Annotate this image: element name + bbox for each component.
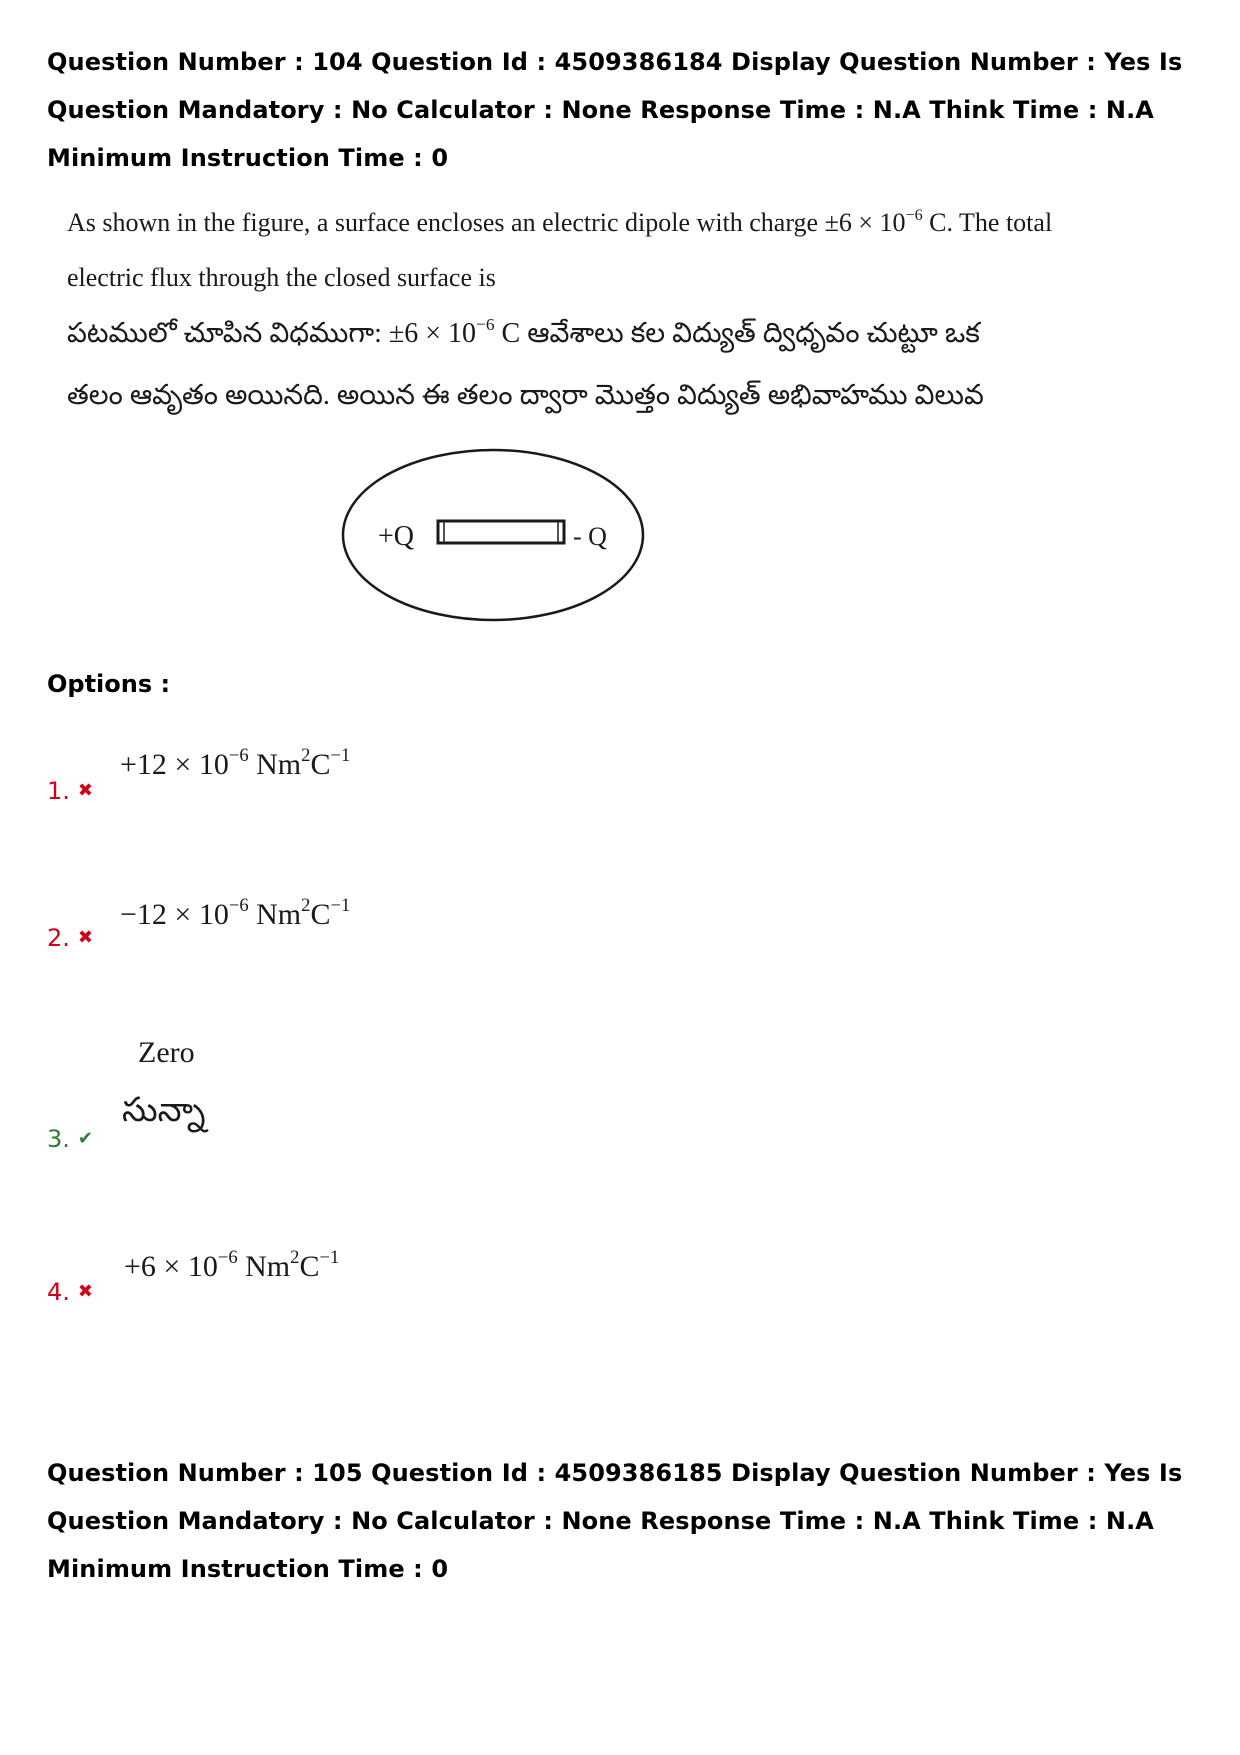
cross-icon: ✖	[77, 1281, 93, 1302]
stem-text: As shown in the figure, a surface encloses an electric dipole with charge ±6 × 10	[67, 208, 906, 237]
question-stem-te-line1	[67, 314, 980, 356]
option-number-label: 1.	[47, 777, 70, 805]
cross-icon: ✖	[77, 780, 93, 801]
option-text-part: −12 × 10	[120, 898, 229, 931]
option-text-part: +6 × 10	[124, 1250, 218, 1283]
option-1-number	[47, 777, 93, 805]
option-exponent: −6	[217, 1247, 238, 1269]
option-text-part: C	[299, 1250, 320, 1283]
option-1-text[interactable]	[120, 745, 351, 782]
check-icon: ✔	[77, 1128, 93, 1149]
dipole-figure	[340, 445, 650, 625]
option-exponent: 2	[301, 745, 311, 767]
option-exponent: −6	[228, 895, 249, 917]
option-text-part: +12 × 10	[120, 748, 229, 781]
option-3-text[interactable]: Zero	[138, 1036, 195, 1069]
stem-exponent: −6	[905, 206, 923, 224]
option-exponent: 2	[301, 895, 311, 917]
option-exponent: −1	[330, 895, 351, 917]
question-stem-te-line2: తలం ఆవృతం అయినది. అయిన ఈ తలం ద్వారా మొత్తం విద్యుత్ అభివాహము విలువ	[67, 380, 984, 411]
question-stem-en-line1	[67, 208, 1052, 238]
option-text-part: Nm	[237, 1250, 291, 1283]
stem-text: C. The total	[922, 208, 1053, 237]
stem-exponent: −6	[476, 314, 495, 334]
option-4-text[interactable]	[124, 1247, 340, 1284]
option-number-label: 2.	[47, 924, 70, 952]
option-2-text[interactable]	[120, 895, 351, 932]
plus-charge-label: +Q	[378, 521, 415, 552]
stem-text: C ఆవేశాలు కల విద్యుత్ ద్విధృవం చుట్టూ ఒక	[494, 318, 980, 349]
question-meta-105: Question Number : 105 Question Id : 4509386185 Display Question Number : Yes Is Question Mandatory : No Calculator : None Response Time : N.A Think Time : N.A Minimum Instruction Time : 0	[47, 1459, 1183, 1583]
dipole-rod	[438, 521, 564, 543]
question-stem-en-line2: electric flux through the closed surface is	[67, 263, 496, 292]
stem-text: పటములో చూపిన విధముగా: ±6 × 10	[67, 318, 477, 349]
option-3-number	[47, 1125, 93, 1153]
option-exponent: −1	[319, 1247, 340, 1269]
option-number-label: 3.	[47, 1125, 70, 1153]
option-2-number	[47, 924, 93, 952]
option-text-part: Nm	[248, 748, 302, 781]
option-text-part: C	[310, 748, 331, 781]
cross-icon: ✖	[77, 927, 93, 948]
option-4-number	[47, 1278, 93, 1306]
option-exponent: −6	[228, 745, 249, 767]
option-exponent: 2	[290, 1247, 300, 1269]
option-3-text-telugu: సున్నా	[122, 1092, 206, 1129]
option-exponent: −1	[330, 745, 351, 767]
option-text-part: Nm	[248, 898, 302, 931]
options-heading: Options :	[47, 670, 171, 698]
option-number-label: 4.	[47, 1278, 70, 1306]
option-text-part: C	[310, 898, 331, 931]
minus-charge-label: - Q	[573, 522, 607, 551]
question-meta-104: Question Number : 104 Question Id : 4509386184 Display Question Number : Yes Is Question Mandatory : No Calculator : None Response Time : N.A Think Time : N.A Minimum Instruction Time : 0	[47, 48, 1183, 172]
